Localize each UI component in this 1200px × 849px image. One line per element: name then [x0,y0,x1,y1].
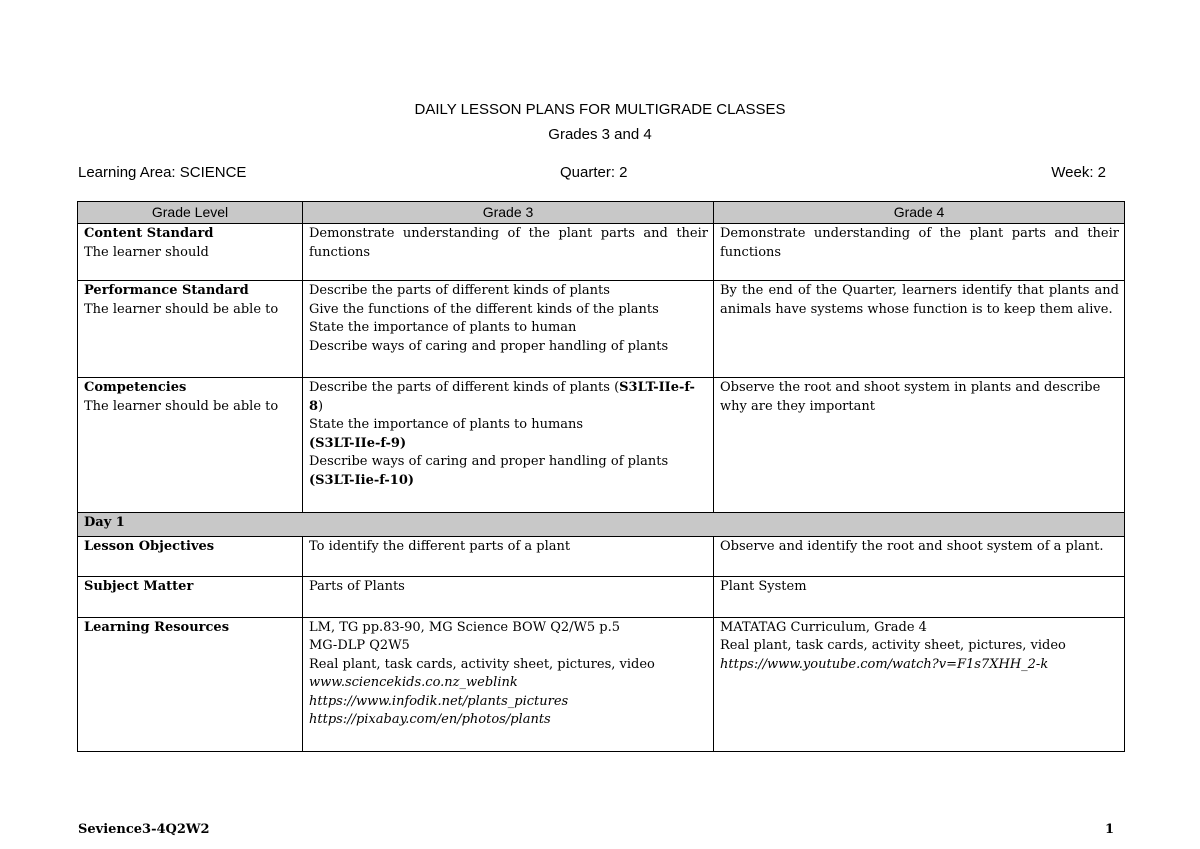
content-standard-label-cell [78,224,303,281]
subject-matter-g3: Parts of Plants [303,576,714,617]
content-standard-row [78,224,1125,281]
competency-code: (S3LT-IIe-f-9) [309,435,407,451]
learning-area: Learning Area: SCIENCE [78,164,247,181]
resource-link[interactable]: https://www.youtube.com/watch?v=F1s7XHH_2-k [720,656,1049,672]
competency-code: S3LT-IIe-f-8 [309,380,695,414]
resource-line: Real plant, task cards, activity sheet, pictures, video [309,656,655,672]
resource-link[interactable]: www.sciencekids.co.nz_weblink [309,675,518,690]
subject-matter-label-cell [78,576,303,617]
lesson-objectives-label-cell [78,536,303,576]
table-header-row [78,202,1125,224]
competencies-row [78,378,1125,513]
learning-resources-g4 [714,617,1125,751]
competency-text: Describe the parts of different kinds of plants ( [309,380,620,395]
learning-resources-g3 [303,617,714,751]
competency-item [309,379,708,416]
lesson-objectives-label: Lesson Objectives [84,538,215,554]
resource-line: LM, TG pp.83-90, MG Science BOW Q2/W5 p.5 [309,619,621,635]
performance-line: Give the functions of the different kinds of the plants [309,301,659,317]
learning-resources-row [78,617,1125,751]
learning-resources-label-cell [78,617,303,751]
content-standard-label: Content Standard [84,226,214,241]
document-subtitle: Grades 3 and 4 [548,126,652,143]
performance-standard-label-cell [78,281,303,378]
learning-resources-label: Learning Resources [84,619,230,635]
competency-close: ) [318,398,324,414]
header-grade-level: Grade Level [78,202,303,224]
lesson-plan-table [77,201,1125,752]
subject-matter-g4: Plant System [714,576,1125,617]
resource-line: MG-DLP Q2W5 [309,638,410,653]
footer-code: Sevience3-4Q2W2 [78,822,210,837]
day-row [78,513,1125,537]
header-grade-3: Grade 3 [303,202,714,224]
competency-text: Describe ways of caring and proper handling of plants [309,454,669,469]
competencies-g3 [303,378,714,513]
content-standard-sublabel: The learner should [84,244,209,260]
subject-matter-row [78,576,1125,617]
competency-code: (S3LT-Iie-f-10) [309,472,415,488]
subject-matter-label: Subject Matter [84,578,194,594]
competency-text: State the importance of plants to humans [309,417,584,432]
competencies-sublabel: The learner should be able to [84,398,279,414]
week: Week: 2 [1051,164,1106,181]
competencies-g4: Observe the root and shoot system in plants and describe why are they important [714,378,1125,513]
performance-standard-label: Performance Standard [84,283,249,298]
performance-line: State the importance of plants to human [309,320,577,335]
page-number: 1 [1104,822,1114,837]
performance-line: Describe ways of caring and proper handling of plants [309,338,669,354]
lesson-objectives-g3: To identify the different parts of a plant [303,536,714,576]
content-standard-g3: Demonstrate understanding of the plant parts and their functions [303,224,714,281]
performance-standard-sublabel: The learner should be able to [84,301,279,317]
performance-standard-g4: By the end of the Quarter, learners identify that plants and animals have systems whose function is to keep them alive. [714,281,1125,378]
resource-link[interactable]: https://pixabay.com/en/photos/plants [309,712,551,727]
content-standard-g4: Demonstrate understanding of the plant parts and their functions [714,224,1125,281]
resource-link[interactable]: https://www.infodik.net/plants_pictures [309,693,569,709]
header-grade-4: Grade 4 [714,202,1125,224]
lesson-objectives-row [78,536,1125,576]
resource-line: MATATAG Curriculum, Grade 4 [720,619,927,635]
competencies-label: Competencies [84,380,187,395]
resource-line: Real plant, task cards, activity sheet, pictures, video [720,638,1066,653]
lesson-objectives-g4: Observe and identify the root and shoot system of a plant. [714,536,1125,576]
performance-standard-row [78,281,1125,378]
performance-line: Describe the parts of different kinds of plants [309,283,610,298]
competency-item [309,416,708,453]
performance-standard-g3 [303,281,714,378]
competency-item [309,453,708,490]
quarter: Quarter: 2 [560,164,628,181]
day-label: Day 1 [78,513,1125,537]
competencies-label-cell [78,378,303,513]
document-title: DAILY LESSON PLANS FOR MULTIGRADE CLASSES [414,101,786,118]
